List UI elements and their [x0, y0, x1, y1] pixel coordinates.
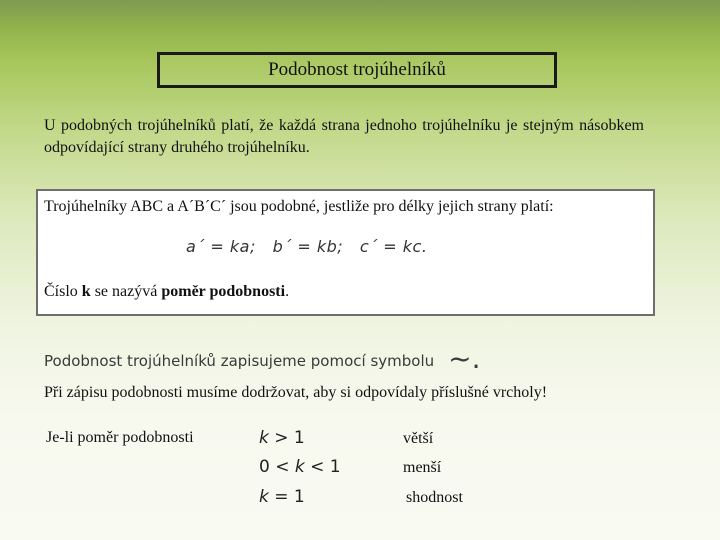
coef-middle: se nazývá	[90, 283, 162, 300]
coef-suffix: .	[285, 283, 290, 300]
coef-symbol: k	[81, 283, 91, 300]
case-result-smaller: menší	[403, 459, 442, 476]
title-box	[157, 52, 557, 88]
case-condition-equal	[259, 487, 305, 507]
case-prefix: 0 <	[259, 457, 295, 477]
case-k: k	[259, 487, 269, 507]
definition-intro: Trojúhelníky ABC a A´B´C´ jsou podobné, jestliže pro délky jejich strany platí:	[44, 198, 554, 215]
case-condition-smaller	[259, 457, 341, 477]
similarity-symbol: ~.	[448, 342, 481, 375]
case-result-equal: shodnost	[406, 489, 463, 506]
definition-box	[36, 189, 655, 316]
notation-text: Podobnost trojúhelníků zapisujeme pomocí symbolu	[44, 352, 435, 370]
coef-prefix: Číslo	[44, 283, 82, 300]
case-k: k	[259, 428, 269, 448]
vertex-note: Při zápisu podobnosti musíme dodržovat, aby si odpovídaly příslušné vrcholy!	[44, 384, 548, 401]
notation-line	[44, 342, 481, 375]
case-relation: = 1	[268, 487, 305, 507]
case-result-greater: větší	[403, 430, 434, 447]
coef-term: poměr podobnosti	[161, 283, 286, 300]
case-relation: < 1	[304, 457, 341, 477]
slide-title: Podobnost trojúhelníků	[268, 59, 446, 80]
coefficient-definition	[44, 283, 289, 301]
case-relation: > 1	[268, 428, 305, 448]
ratio-label: Je-li poměr podobnosti	[46, 429, 194, 446]
intro-paragraph: U podobných trojúhelníků platí, že každá strana jednoho trojúhelníku je stejným násobkem odpovídající strany druhého trojúhelníku.	[44, 117, 644, 156]
similarity-formula: a´ = ka; b´ = kb; c´ = kc.	[186, 237, 428, 256]
case-k: k	[294, 457, 305, 477]
case-condition-greater	[259, 428, 305, 448]
